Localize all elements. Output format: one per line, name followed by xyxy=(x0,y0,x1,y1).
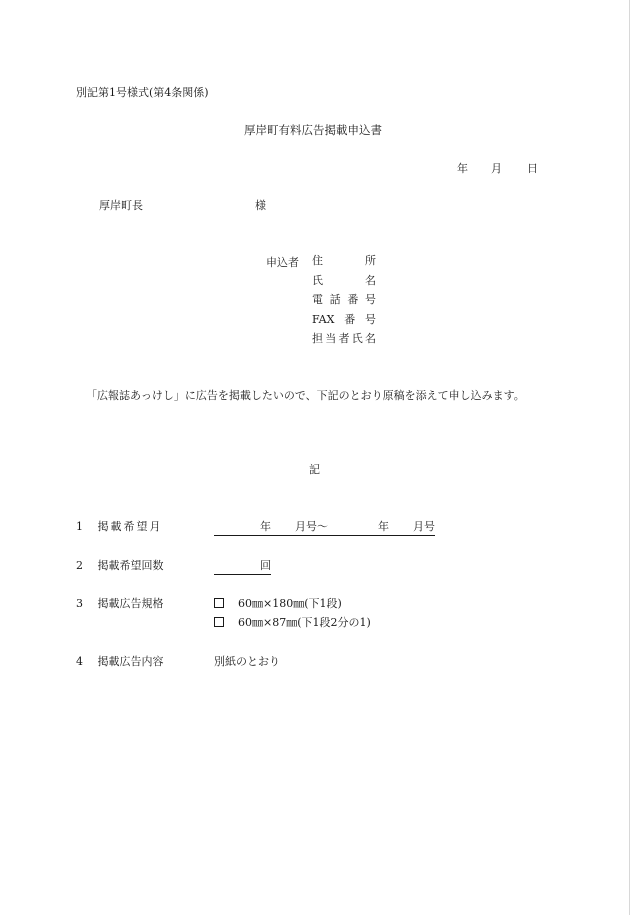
ad-content-value: 別紙のとおり xyxy=(214,655,280,668)
item-number: 3 xyxy=(76,597,83,610)
date-day-label: 日 xyxy=(527,162,538,175)
desired-count-field[interactable] xyxy=(214,557,271,575)
start-month-label: 月号～ xyxy=(295,520,328,533)
checkbox-icon[interactable] xyxy=(214,598,224,608)
item-desired-count xyxy=(76,557,198,573)
end-month-label: 月号 xyxy=(413,520,435,533)
months-range-underline xyxy=(214,518,435,536)
start-year-label: 年 xyxy=(260,520,271,533)
applicant-contact-label: 担当者氏名 xyxy=(312,332,376,345)
checkbox-icon[interactable] xyxy=(214,617,224,627)
item-label: 掲載希望回数 xyxy=(97,559,164,572)
size-option-half[interactable] xyxy=(214,614,371,630)
applicant-fields xyxy=(312,254,376,352)
intro-paragraph: 「広報誌あっけし」に広告を掲載したいので、下記のとおり原稿を添えて申し込みます。 xyxy=(86,389,525,402)
date-month-label: 月 xyxy=(491,162,502,175)
count-underline xyxy=(214,557,271,575)
size-option-label: 60㎜×87㎜(下1段2分の1) xyxy=(238,616,371,629)
date-year-label: 年 xyxy=(457,162,468,175)
desired-months-field[interactable] xyxy=(214,518,435,536)
addressee-name: 厚岸町長 xyxy=(99,199,143,212)
item-desired-months xyxy=(76,518,198,534)
item-number: 4 xyxy=(76,655,83,668)
applicant-fax-label: FAX番号 xyxy=(312,312,376,326)
form-number: 別記第1号様式(第4条関係) xyxy=(76,86,209,99)
ki-heading: 記 xyxy=(309,463,320,476)
applicant-address-label: 住所 xyxy=(312,254,376,267)
item-label: 掲載広告規格 xyxy=(97,597,164,610)
item-number: 1 xyxy=(76,520,83,533)
size-option-label: 60㎜×180㎜(下1段) xyxy=(238,597,342,610)
applicant-phone-label: 電話番号 xyxy=(312,293,376,306)
item-ad-size xyxy=(76,595,198,611)
item-label: 掲載広告内容 xyxy=(97,655,164,668)
applicant-name-label: 氏名 xyxy=(312,273,376,287)
applicant-label: 申込者 xyxy=(266,256,299,269)
item-ad-content xyxy=(76,653,198,669)
item-number: 2 xyxy=(76,559,83,572)
addressee-honorific: 様 xyxy=(255,199,266,212)
size-option-full[interactable] xyxy=(214,595,342,611)
end-year-label: 年 xyxy=(378,520,389,533)
count-unit-label: 回 xyxy=(260,559,271,572)
item-label: 掲載希望月 xyxy=(97,520,163,533)
document-title: 厚岸町有料広告掲載申込書 xyxy=(244,123,382,137)
